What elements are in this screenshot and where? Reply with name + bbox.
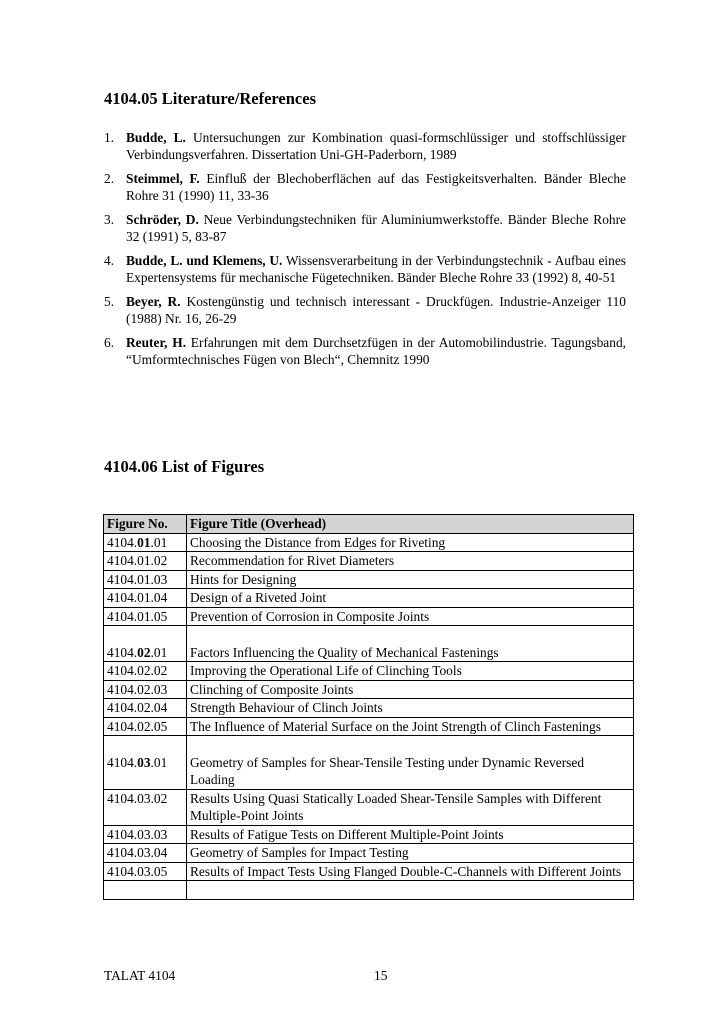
reference-item [104,334,626,368]
figure-number: 4104.01.02 [104,552,187,571]
reference-text: Neue Verbindungstechniken für Aluminiumwerkstoffe. Bänder Bleche Rohre 32 (1991) 5, 83-87 [126,212,626,244]
reference-author: Schröder, D. [126,212,199,227]
references-list [104,129,626,375]
table-row [104,844,634,863]
reference-number: 1. [104,130,115,145]
table-row [104,825,634,844]
figure-number: 4104.01.05 [104,607,187,626]
reference-item [104,170,626,204]
reference-author: Steimmel, F. [126,171,200,186]
table-row [104,552,634,571]
figure-title: Results of Fatigue Tests on Different Multiple-Point Joints [187,825,634,844]
table-row [104,699,634,718]
figure-number: 4104.03.04 [104,844,187,863]
figure-number-chapter: 03 [137,754,151,770]
figure-number [104,533,187,552]
empty-cell [187,881,634,900]
reference-item [104,211,626,245]
figure-title: Recommendation for Rivet Diameters [187,552,634,571]
figure-title: Results of Impact Tests Using Flanged Double-C-Channels with Different Joints [187,862,634,881]
footer-document-id: TALAT 4104 [104,968,176,983]
figure-title: Prevention of Corrosion in Composite Joints [187,607,634,626]
figure-number-prefix: 4104. [107,644,138,660]
table-row [104,626,634,662]
empty-table-row [104,881,634,900]
figure-number [104,626,187,662]
reference-text: Erfahrungen mit dem Durchsetzfügen in der Automobilindustrie. Tagungsband, “Umformtechnisches Fügen von Blech“, Chemnitz 1990 [126,335,626,367]
empty-cell [104,881,187,900]
figure-number-suffix: .01 [150,644,168,660]
figure-title: Improving the Operational Life of Clinching Tools [187,662,634,681]
figure-number: 4104.02.03 [104,680,187,699]
figure-number: 4104.03.02 [104,789,187,825]
figure-title-text: Geometry of Samples for Shear-Tensile Testing under Dynamic Reversed Loading [190,754,585,787]
figure-title [187,626,634,662]
column-header-figure-title: Figure Title (Overhead) [187,515,634,534]
references-heading: 4104.05 Literature/References [104,89,316,108]
table-row [104,736,634,790]
reference-item [104,252,626,286]
table-row [104,789,634,825]
figure-title: Geometry of Samples for Impact Testing [187,844,634,863]
figure-number: 4104.01.03 [104,570,187,589]
table-row [104,607,634,626]
figure-number-chapter: 01 [137,534,151,550]
reference-text: Wissensverarbeitung in der Verbindungstechnik - Aufbau eines Expertensystems für mechanische Fügetechniken. Bänder Bleche Rohre 33 (1992) 8, 40-51 [126,253,626,285]
figure-number: 4104.03.03 [104,825,187,844]
table-row [104,533,634,552]
figure-title: The Influence of Material Surface on the Joint Strength of Clinch Fastenings [187,717,634,736]
table-row [104,589,634,608]
table-row [104,717,634,736]
table-header-row [104,515,634,534]
figure-number-prefix: 4104. [107,754,138,770]
reference-text: Einfluß der Blechoberflächen auf das Festigkeitsverhalten. Bänder Bleche Rohre 31 (1990) 11, 33-36 [126,171,626,203]
reference-text: Untersuchungen zur Kombination quasi-formschlüssiger und stoffschlüssiger Verbindungsverfahren. Dissertation Uni-GH-Paderborn, 1989 [126,130,626,162]
reference-item [104,129,626,163]
reference-number: 6. [104,335,115,350]
figures-table [103,514,634,900]
figure-title [187,736,634,790]
figure-title-text: Factors Influencing the Quality of Mechanical Fastenings [190,644,499,660]
figure-number-prefix: 4104. [107,534,138,550]
reference-item [104,293,626,327]
figure-title: Strength Behaviour of Clinch Joints [187,699,634,718]
figure-number [104,736,187,790]
figure-number-suffix: .01 [150,754,168,770]
figure-number: 4104.02.05 [104,717,187,736]
reference-number: 2. [104,171,115,186]
figure-title: Choosing the Distance from Edges for Riveting [187,533,634,552]
figure-number-chapter: 02 [137,644,151,660]
column-header-figure-no: Figure No. [104,515,187,534]
reference-author: Budde, L. [126,130,186,145]
figure-number: 4104.02.04 [104,699,187,718]
figures-heading: 4104.06 List of Figures [104,457,265,476]
figure-number: 4104.03.05 [104,862,187,881]
figure-title: Clinching of Composite Joints [187,680,634,699]
reference-number: 4. [104,253,115,268]
reference-author: Beyer, R. [126,294,181,309]
figure-number-suffix: .01 [150,534,168,550]
reference-number: 5. [104,294,115,309]
reference-author: Reuter, H. [126,335,187,350]
reference-number: 3. [104,212,115,227]
table-row [104,662,634,681]
reference-author: Budde, L. und Klemens, U. [126,253,283,268]
table-row [104,570,634,589]
figure-number: 4104.02.02 [104,662,187,681]
table-row [104,680,634,699]
table-row [104,862,634,881]
figure-title: Design of a Riveted Joint [187,589,634,608]
footer-page-number: 15 [374,968,388,983]
figure-title: Results Using Quasi Statically Loaded Shear-Tensile Samples with Different Multiple-Point Joints [187,789,634,825]
figure-number: 4104.01.04 [104,589,187,608]
reference-text: Kostengünstig und technisch interessant - Druckfügen. Industrie-Anzeiger 110 (1988) Nr. 16, 26-29 [126,294,626,326]
figure-title: Hints for Designing [187,570,634,589]
